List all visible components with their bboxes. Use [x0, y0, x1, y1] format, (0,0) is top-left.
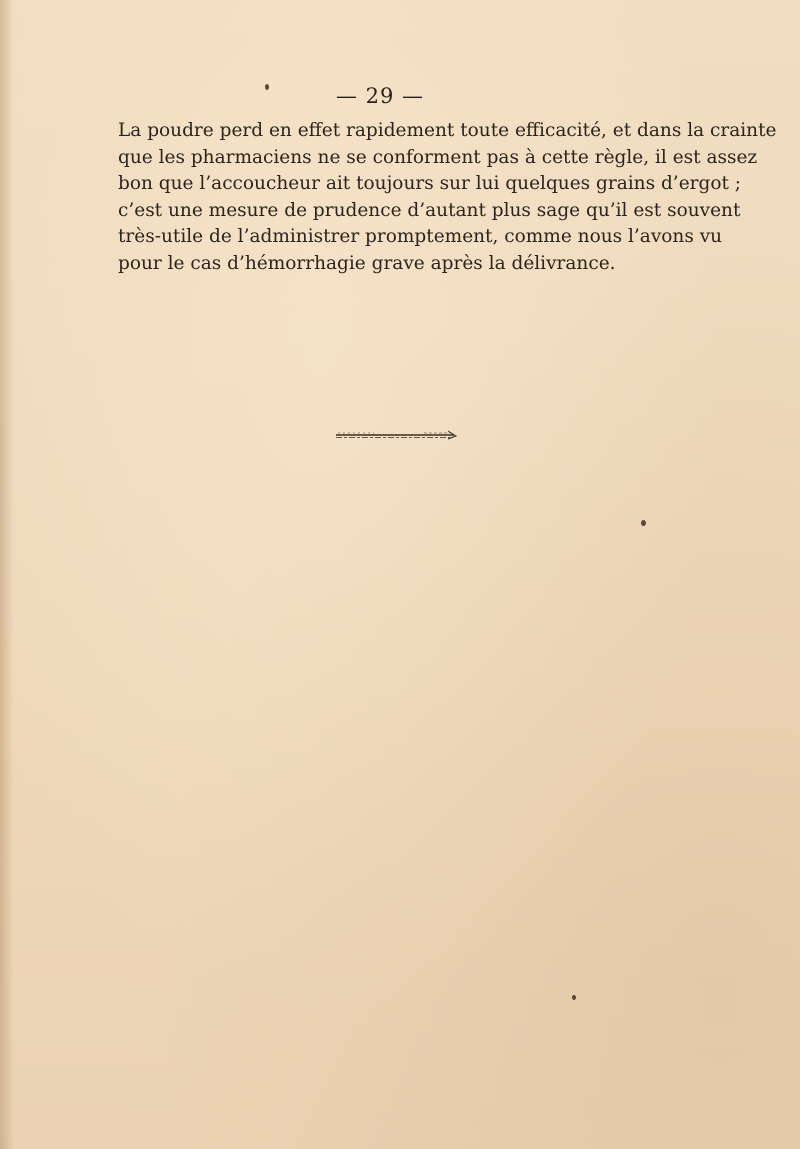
paper-speck — [572, 995, 576, 1000]
ornamental-divider — [334, 428, 458, 440]
text-line: c’est une mesure de prudence d’autant plus sage qu’il est souvent — [118, 199, 741, 221]
text-line: bon que l’accoucheur ait toujours sur lui quelques grains d’ergot ; — [118, 173, 742, 195]
text-line: que les pharmaciens ne se conforment pas à cette règle, il est assez — [118, 146, 758, 168]
page-number — [0, 84, 800, 108]
text-line: très-utile de l’administrer promptement, comme nous l’avons vu — [118, 226, 723, 248]
paper-speck — [265, 84, 269, 90]
page-number-text: — 29 — — [335, 84, 425, 108]
text-line: La poudre perd en effet rapidement toute efficacité, et dans la crainte — [118, 120, 777, 141]
body-paragraph — [118, 118, 777, 278]
paper-speck — [641, 520, 646, 526]
text-line: pour le cas d’hémorrhagie grave après la délivrance. — [118, 252, 616, 274]
